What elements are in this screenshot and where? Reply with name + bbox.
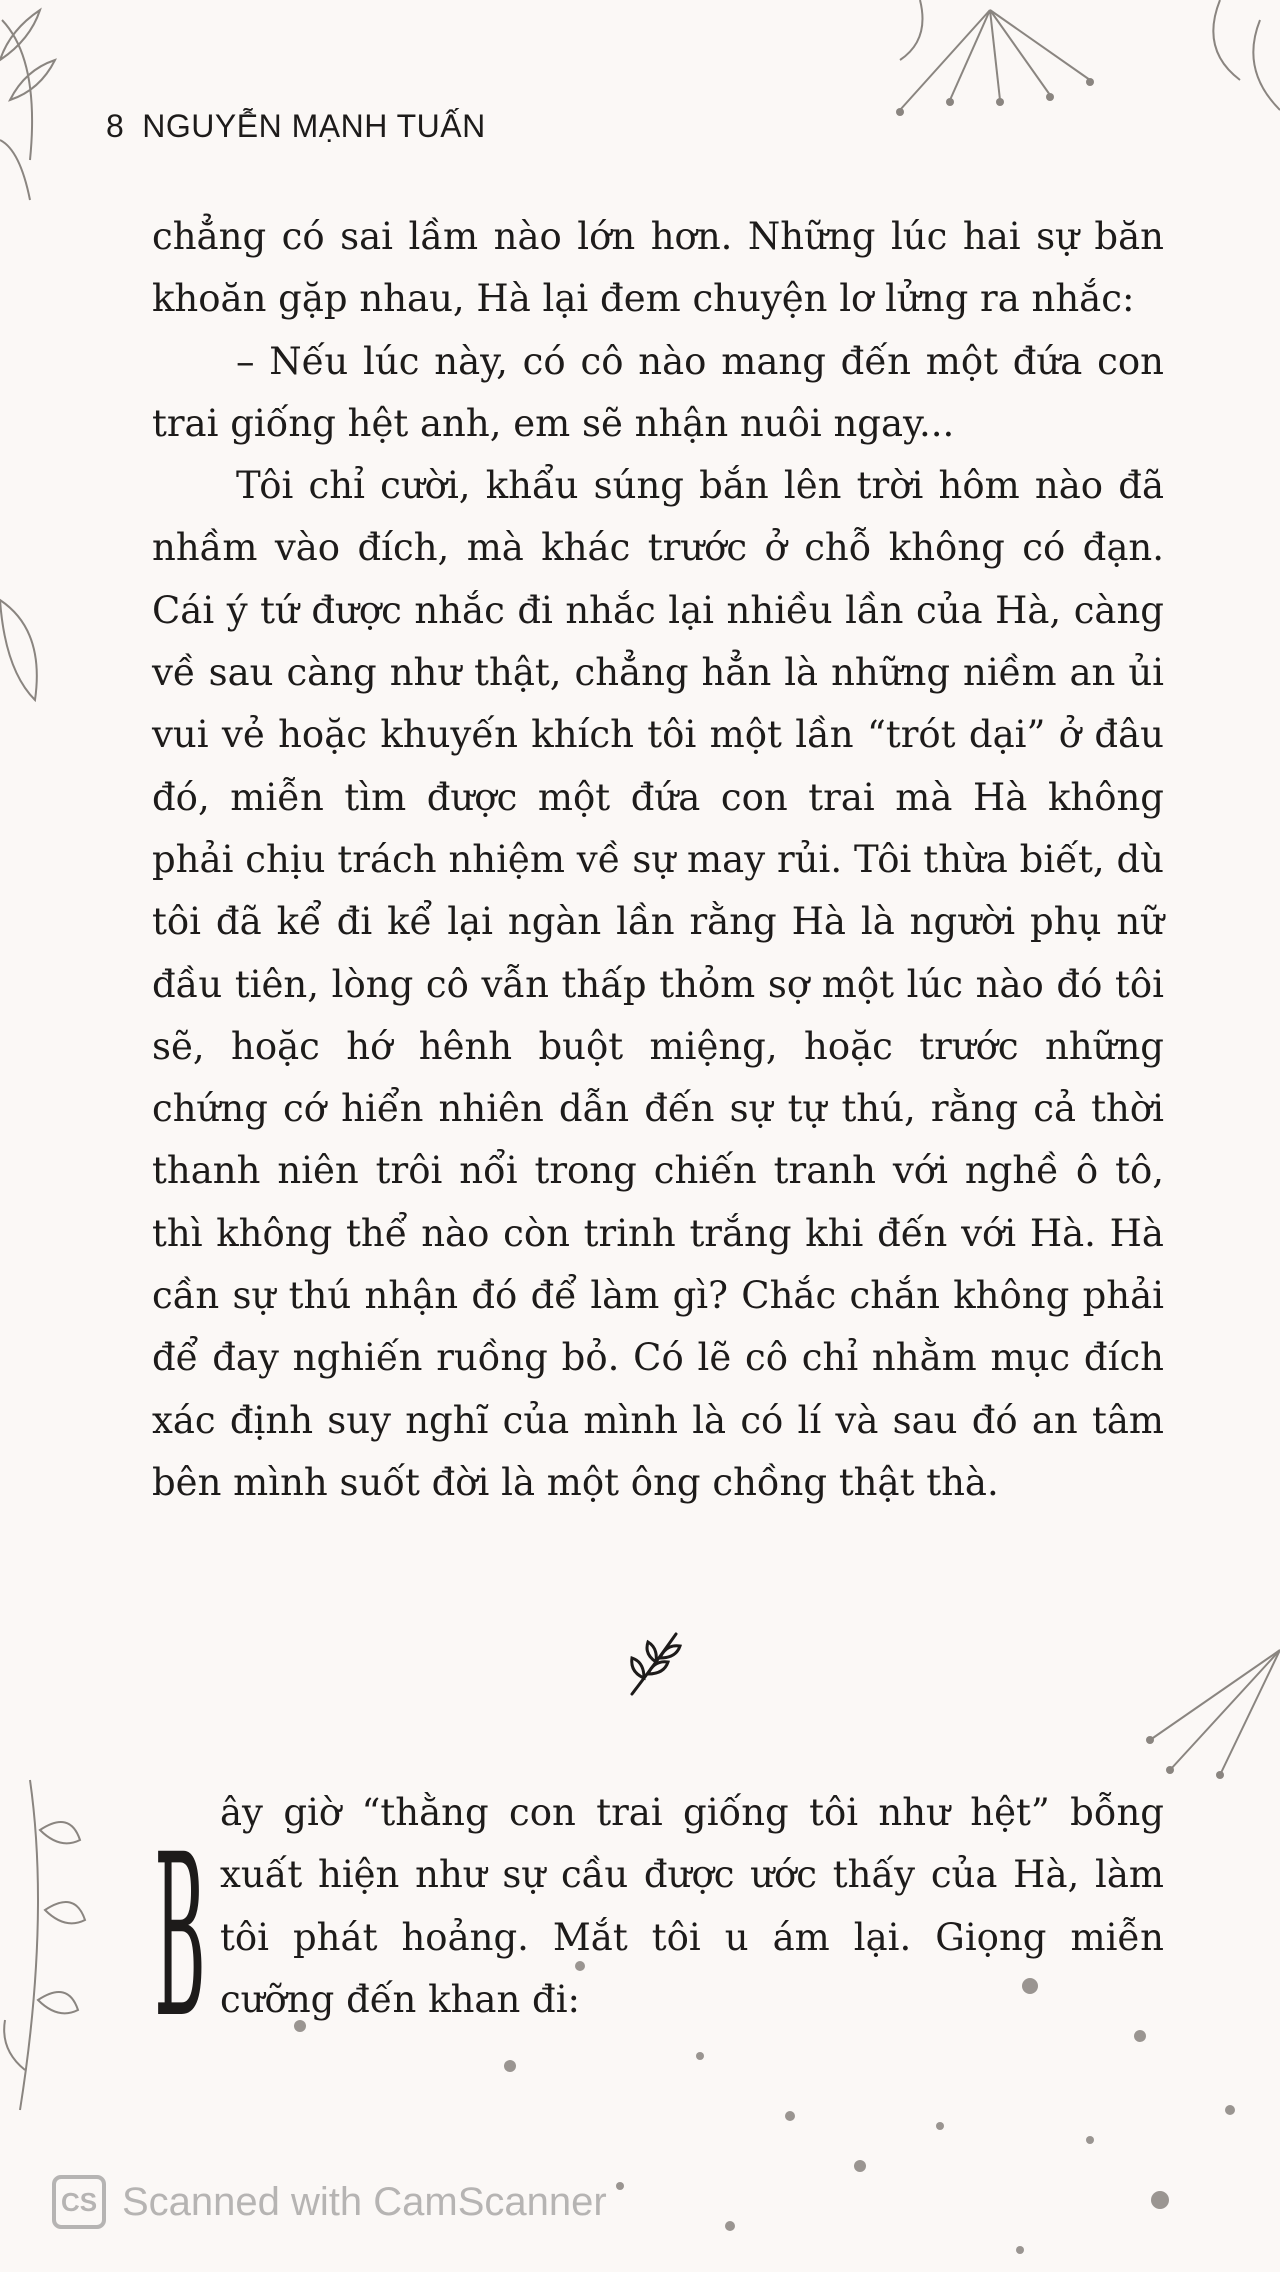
page-number: 8 (106, 108, 125, 144)
leaf-decoration-left-icon (0, 590, 50, 710)
leaf-sprig-icon (624, 1628, 688, 1700)
drop-cap (152, 1786, 208, 2022)
floral-decoration-bottom-right-icon (1130, 1630, 1280, 1780)
paragraph: Tôi chỉ cười, khẩu súng bắn lên trời hôm nào đã nhầm vào đích, mà khác trước ở chỗ không có đạn. Cái ý tứ được nhắc đi nhắc lại nhiều lần của Hà, càng về sau càng như thật, chẳng hẳn là những niềm an ủi vui vẻ hoặc khuyến khích tôi một lần “trót dại” ở đâu đó, miễn tìm được một đứa con trai mà Hà không phải chịu trách nhiệm về sự may rủi. Tôi thừa biết, dù tôi đã kể đi kể lại ngàn lần rằng Hà là người phụ nữ đầu tiên, lòng cô vẫn thấp thỏm sợ một lúc nào đó tôi sẽ, hoặc hớ hênh buột miệng, hoặc trước những chứng cớ hiển nhiên dẫn đến sự tự thú, rằng cả thời thanh niên trôi nổi trong chiến tranh với nghề ô tô, thì không thể nào còn trinh trắng khi đến với Hà. Hà cần sự thú nhận đó để làm gì? Chắc chắn không phải để đay nghiến ruồng bỏ. Có lẽ cô chỉ nhằm mục đích xác định suy nghĩ của mình là có lí và sau đó an tâm bên mình suốt đời là một ông chồng thật thà. (152, 464, 1164, 1504)
floral-decoration-top-right-icon (860, 0, 1280, 190)
section-opening (152, 1782, 1164, 2031)
body-text (152, 206, 1164, 1514)
watermark-text: Scanned with CamScanner (122, 2179, 607, 2224)
floral-decoration-top-left-icon (0, 0, 110, 230)
drop-cap-letter: B (154, 1807, 206, 2022)
paragraph: chẳng có sai lầm nào lớn hơn. Những lúc hai sự băn khoăn gặp nhau, Hà lại đem chuyện lơ lửng ra nhắc: (152, 215, 1164, 321)
author-name: NGUYỄN MẠNH TUẤN (142, 108, 486, 144)
scanner-watermark (52, 2172, 607, 2232)
section-paragraph: ây giờ “thằng con trai giống tôi như hệt” bỗng xuất hiện như sự cầu được ước thấy của Hà, làm tôi phát hoảng. Mắt tôi u ám lại. Giọng miễn cưỡng đến khan đi: (220, 1791, 1164, 2021)
floral-decoration-bottom-left-icon (0, 1770, 120, 2130)
dialogue-paragraph: – Nếu lúc này, có cô nào mang đến một đứa con trai giống hệt anh, em sẽ nhận nuôi ngay... (152, 339, 1164, 445)
running-header (106, 108, 486, 145)
camscanner-logo: CS (52, 2175, 106, 2229)
